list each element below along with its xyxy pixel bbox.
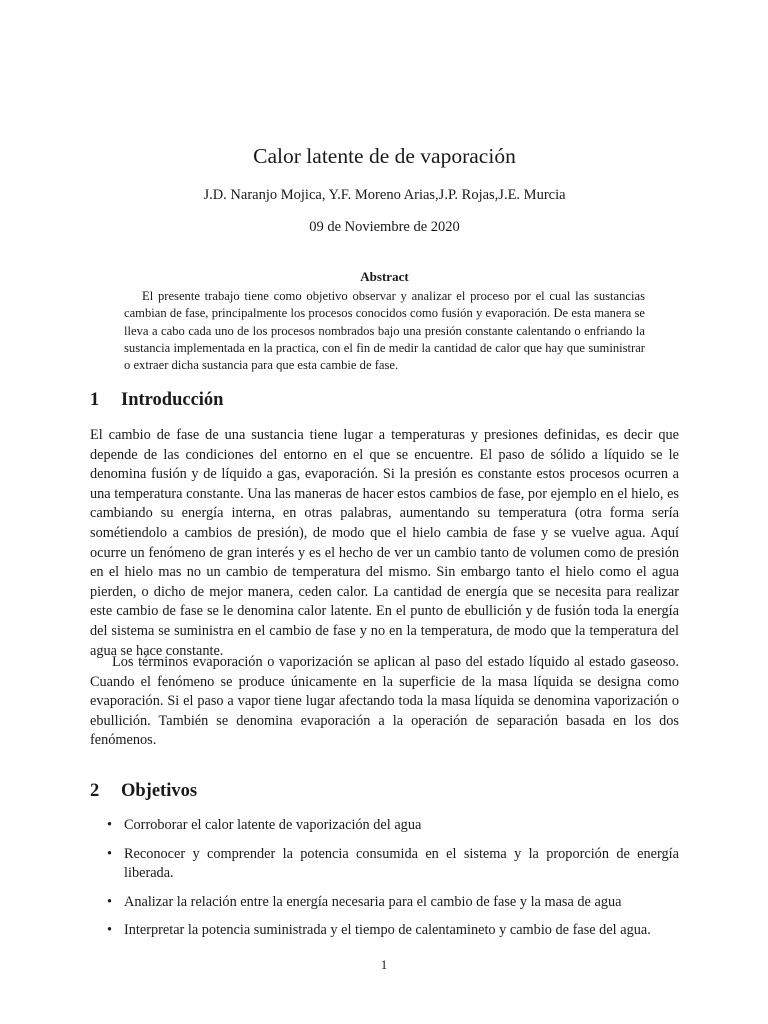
paper-title: Calor latente de de vaporación [253, 144, 516, 168]
section-heading-introduccion [90, 390, 223, 411]
objective-text: Analizar la relación entre la energía necesaria para el cambio de fase y la masa de agua [124, 893, 622, 910]
section-number: 1 [90, 390, 100, 410]
page-number: 1 [380, 957, 388, 972]
intro-paragraph-2: Los términos evaporación o vaporización se aplican al paso del estado líquido al estado gaseoso. Cuando el fenómeno se produce únicamente en la superficie de la masa líquida se designa como evaporación. Si el paso a vapor tiene lugar afectando toda la masa líquida se denomina vaporización o ebullición. También se denomina evaporación a la operación de separación basada en los dos fenómenos. [90, 654, 679, 749]
abstract-text: El presente trabajo tiene como objetivo observar y analizar el proceso por el cual las sustancias cambian de fase, principalmente los procesos conocidos como fusión y evaporación. De esta manera se lleva a cabo cada uno de los procesos nombrados bajo una presión constante calentando o enfriando la sustancia implementada en la practica, con el fin de medir la cantidad de calor que hay que suministrar o extraer dicha sustancia para que esta cambie de fase. [124, 289, 645, 373]
objective-text: Reconocer y comprender la potencia consumida en el sistema y la proporción de energía liberada. [124, 845, 679, 882]
section-number: 2 [90, 781, 100, 801]
bullet-icon: • [107, 922, 113, 939]
section-heading-objetivos [90, 781, 197, 802]
list-item [90, 893, 679, 913]
list-item [90, 845, 679, 884]
paper-date: 09 de Noviembre de 2020 [309, 219, 460, 235]
objectives-list [90, 816, 679, 950]
list-item [90, 816, 679, 836]
list-item [90, 921, 679, 941]
objective-text: Interpretar la potencia suministrada y el tiempo de calentamineto y cambio de fase del agua. [124, 922, 651, 939]
abstract-heading: Abstract [360, 269, 409, 284]
bullet-icon: • [107, 893, 113, 910]
bullet-icon: • [107, 817, 113, 833]
bullet-icon: • [107, 845, 113, 862]
intro-paragraph-1: El cambio de fase de una sustancia tiene lugar a temperaturas y presiones definidas, es decir que depende de las condiciones del entorno en el que se encuentre. El paso de sólido a líquido se le denomina fusión y de líquido a gas, evaporación. Si la presión es constante estos procesos ocurren a una temperatura constante. Una las maneras de hacer estos cambios de fase, por ejemplo en el hielo, es cambiando su energía interna, en otras palabras, aumentando su temperatura (otra forma sería sométiendolo a cambios de presión), de modo que el hielo cambia de fase y se vuelve agua. Aquí ocurre un fenómeno de gran interés y es el hecho de ver un cambio tanto de volumen como de presión en el hielo mas no un cambio de temperatura del mismo. Sin embargo tanto el hielo como el agua pierden, o dicho de mejor manera, ceden calor. La cantidad de energía que se necesita para realizar este cambio de fase se le denomina calor latente. En el punto de ebullición y de fusión toda la energía del sistema se suministra en el cambio de fase y no en la temperatura, de modo que la temperatura del agua se hace constante. [90, 427, 679, 659]
objective-text: Corroborar el calor latente de vaporización del agua [124, 817, 422, 833]
section-title: Introducción [121, 390, 224, 410]
paper-authors: J.D. Naranjo Mojica, Y.F. Moreno Arias,J.P. Rojas,J.E. Murcia [203, 187, 566, 203]
section-title: Objetivos [121, 781, 198, 801]
